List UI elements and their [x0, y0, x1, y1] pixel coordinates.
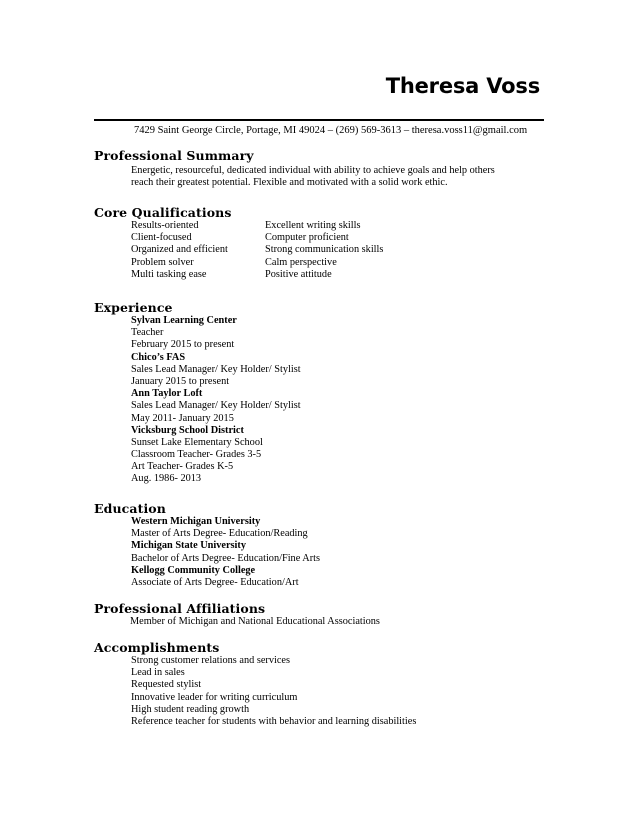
qualifications-heading: Core Qualifications: [94, 205, 232, 220]
job-title: Classroom Teacher- Grades 3-5: [131, 449, 262, 461]
school-name: Michigan State University: [131, 540, 246, 552]
job-title: Teacher: [131, 327, 164, 339]
affiliations-heading: Professional Affiliations: [94, 601, 266, 616]
qualification-item: Excellent writing skills: [265, 220, 361, 231]
qualification-item: Client-focused: [131, 232, 192, 244]
accomplishment-item: Reference teacher for students with behavior and learning disabilities: [131, 715, 417, 727]
job-dates: February 2015 to present: [131, 339, 235, 351]
qualification-item: Calm perspective: [265, 256, 337, 268]
summary-line: Energetic, resourceful, dedicated individual with ability to achieve goals and help others: [131, 165, 495, 176]
summary-heading: Professional Summary: [94, 148, 254, 163]
qualification-item: Strong communication skills: [265, 244, 384, 256]
employer-name: Ann Taylor Loft: [131, 388, 203, 400]
affiliation-item: Member of Michigan and National Educational Associations: [130, 616, 380, 627]
qualification-item: Positive attitude: [265, 268, 332, 280]
qualification-item: Multi tasking ease: [131, 268, 207, 280]
qualifications-right-column: [265, 220, 383, 281]
education-list: [131, 516, 320, 589]
accomplishment-item: High student reading growth: [131, 703, 250, 715]
qualification-item: Organized and efficient: [131, 244, 228, 256]
school-name: Western Michigan University: [131, 516, 261, 527]
qualifications-left-column: [131, 220, 228, 281]
education-heading: Education: [94, 501, 166, 516]
experience-list: [131, 315, 301, 486]
job-dates: Aug. 1986- 2013: [131, 473, 202, 485]
experience-heading: Experience: [94, 300, 173, 315]
resume-name: Theresa Voss: [385, 74, 540, 98]
employer-name: Vicksburg School District: [131, 424, 244, 436]
school-name: Kellogg Community College: [131, 564, 256, 576]
employer-name: Chico’s FAS: [131, 351, 186, 363]
job-title: Sales Lead Manager/ Key Holder/ Stylist: [131, 400, 301, 412]
degree: Associate of Arts Degree- Education/Art: [131, 576, 299, 588]
qualification-item: Computer proficient: [265, 232, 349, 244]
accomplishment-item: Strong customer relations and services: [131, 655, 290, 666]
summary-line: reach their greatest potential. Flexible and motivated with a solid work ethic.: [131, 177, 448, 189]
summary-text: [131, 165, 495, 189]
degree: Bachelor of Arts Degree- Education/Fine Arts: [131, 552, 321, 564]
qualification-item: Results-oriented: [131, 220, 199, 231]
qualification-item: Problem solver: [131, 256, 194, 268]
accomplishments-heading: Accomplishments: [94, 640, 220, 655]
header-divider: [94, 119, 544, 121]
accomplishments-list: [131, 655, 416, 728]
employer-name: Sylvan Learning Center: [131, 315, 237, 326]
affiliations-list: [130, 616, 380, 628]
job-dates: May 2011- January 2015: [131, 412, 234, 424]
job-title: Art Teacher- Grades K-5: [131, 461, 234, 473]
accomplishment-item: Requested stylist: [131, 679, 202, 691]
accomplishment-item: Lead in sales: [131, 667, 185, 679]
accomplishment-item: Innovative leader for writing curriculum: [131, 691, 298, 703]
job-location: Sunset Lake Elementary School: [131, 436, 263, 448]
job-dates: January 2015 to present: [131, 375, 230, 387]
degree: Master of Arts Degree- Education/Reading: [131, 528, 308, 540]
job-title: Sales Lead Manager/ Key Holder/ Stylist: [131, 363, 301, 375]
contact-line: 7429 Saint George Circle, Portage, MI 49024 – (269) 569-3613 – theresa.voss11@gmail.com: [134, 125, 528, 136]
